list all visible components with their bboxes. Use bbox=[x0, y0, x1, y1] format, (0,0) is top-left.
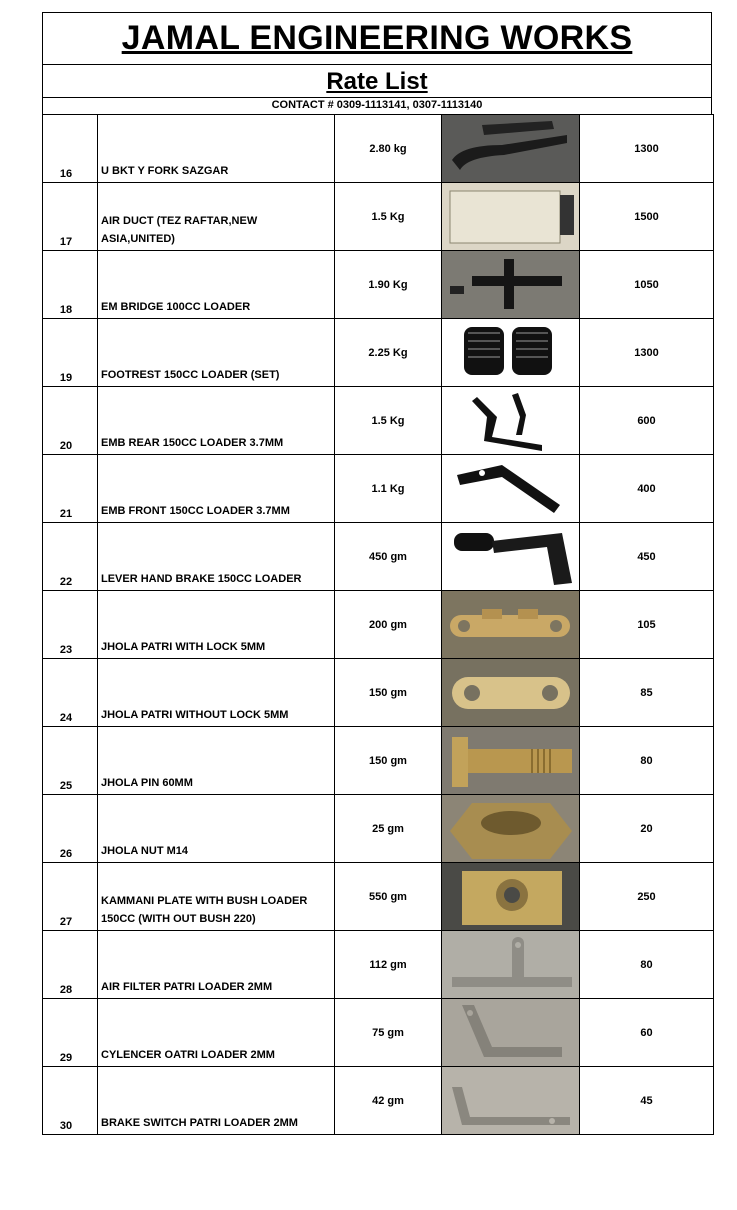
item-weight: 150 gm bbox=[369, 755, 407, 767]
table-row bbox=[43, 863, 714, 931]
item-weight-cell bbox=[335, 455, 442, 523]
item-number: 23 bbox=[59, 644, 73, 656]
item-name: JHOLA PIN 60MM bbox=[101, 777, 193, 789]
item-name: EMB FRONT 150CC LOADER 3.7MM bbox=[101, 505, 290, 517]
item-weight-cell bbox=[335, 523, 442, 591]
item-price: 85 bbox=[640, 687, 653, 699]
item-weight-cell bbox=[335, 115, 442, 183]
item-weight-cell bbox=[335, 183, 442, 251]
item-weight-cell bbox=[335, 319, 442, 387]
item-photo bbox=[442, 931, 579, 998]
item-price-cell bbox=[580, 659, 714, 727]
item-name: U BKT Y FORK SAZGAR bbox=[101, 165, 229, 177]
item-price-cell bbox=[580, 319, 714, 387]
item-weight: 450 gm bbox=[369, 551, 407, 563]
item-name-cell bbox=[98, 727, 335, 795]
item-photo-cell bbox=[442, 795, 580, 863]
item-name: AIR DUCT (TEZ RAFTAR,NEW ASIA,UNITED) bbox=[101, 215, 258, 245]
item-photo bbox=[442, 795, 579, 862]
item-weight-cell bbox=[335, 387, 442, 455]
item-price-cell bbox=[580, 1067, 714, 1135]
item-name: JHOLA NUT M14 bbox=[101, 845, 188, 857]
item-number-cell bbox=[43, 523, 98, 591]
item-photo bbox=[442, 251, 579, 318]
item-number-cell bbox=[43, 319, 98, 387]
item-weight: 1.1 Kg bbox=[371, 483, 405, 495]
item-price-cell bbox=[580, 999, 714, 1067]
item-name: LEVER HAND BRAKE 150CC LOADER bbox=[101, 573, 302, 585]
item-weight: 112 gm bbox=[369, 959, 407, 971]
item-number: 29 bbox=[59, 1052, 73, 1064]
item-photo bbox=[442, 863, 579, 930]
table-row bbox=[43, 523, 714, 591]
item-weight-cell bbox=[335, 863, 442, 931]
item-number-cell bbox=[43, 931, 98, 999]
item-name-cell bbox=[98, 659, 335, 727]
item-price-cell bbox=[580, 183, 714, 251]
item-weight: 42 gm bbox=[372, 1095, 404, 1107]
item-photo bbox=[442, 455, 579, 522]
item-price: 20 bbox=[640, 823, 653, 835]
item-number: 16 bbox=[59, 168, 73, 180]
item-name-cell bbox=[98, 591, 335, 659]
company-title: JAMAL ENGINEERING WORKS bbox=[121, 19, 633, 57]
item-name: BRAKE SWITCH PATRI LOADER 2MM bbox=[101, 1117, 298, 1129]
item-price-cell bbox=[580, 931, 714, 999]
item-name: AIR FILTER PATRI LOADER 2MM bbox=[101, 981, 273, 993]
item-weight: 200 gm bbox=[369, 619, 407, 631]
table-row bbox=[43, 795, 714, 863]
item-photo-cell bbox=[442, 999, 580, 1067]
item-name-cell bbox=[98, 115, 335, 183]
item-weight: 1.5 Kg bbox=[371, 415, 405, 427]
item-name-cell bbox=[98, 931, 335, 999]
item-price: 1050 bbox=[634, 279, 659, 291]
item-price: 1300 bbox=[634, 143, 659, 155]
item-number: 25 bbox=[59, 780, 73, 792]
item-photo-cell bbox=[442, 727, 580, 795]
item-weight: 1.5 Kg bbox=[371, 211, 405, 223]
item-name-cell bbox=[98, 183, 335, 251]
item-number: 20 bbox=[59, 440, 73, 452]
item-photo-cell bbox=[442, 387, 580, 455]
item-photo bbox=[442, 727, 579, 794]
contact-numbers: CONTACT # 0309-1113141, 0307-1113140 bbox=[271, 99, 483, 111]
item-number: 19 bbox=[59, 372, 73, 384]
item-weight: 25 gm bbox=[372, 823, 404, 835]
item-number-cell bbox=[43, 863, 98, 931]
item-number: 21 bbox=[59, 508, 73, 520]
item-photo bbox=[442, 319, 579, 386]
item-price-cell bbox=[580, 523, 714, 591]
item-number-cell bbox=[43, 1067, 98, 1135]
item-number: 27 bbox=[59, 916, 73, 928]
item-name: JHOLA PATRI WITH LOCK 5MM bbox=[101, 641, 266, 653]
item-number-cell bbox=[43, 999, 98, 1067]
item-number-cell bbox=[43, 659, 98, 727]
item-photo bbox=[442, 591, 579, 658]
item-number-cell bbox=[43, 251, 98, 319]
item-price: 80 bbox=[640, 959, 653, 971]
item-weight: 75 gm bbox=[372, 1027, 404, 1039]
item-price: 400 bbox=[637, 483, 656, 495]
item-name-cell bbox=[98, 1067, 335, 1135]
item-price-cell bbox=[580, 455, 714, 523]
item-weight-cell bbox=[335, 591, 442, 659]
item-price-cell bbox=[580, 115, 714, 183]
item-name-cell bbox=[98, 387, 335, 455]
item-price: 1500 bbox=[634, 211, 659, 223]
item-photo bbox=[442, 387, 579, 454]
item-price: 450 bbox=[637, 551, 656, 563]
item-photo-cell bbox=[442, 183, 580, 251]
item-price: 60 bbox=[640, 1027, 653, 1039]
item-photo bbox=[442, 183, 579, 250]
item-number-cell bbox=[43, 455, 98, 523]
item-price-cell bbox=[580, 251, 714, 319]
item-number-cell bbox=[43, 795, 98, 863]
item-number: 24 bbox=[59, 712, 73, 724]
item-weight-cell bbox=[335, 727, 442, 795]
item-name: FOOTREST 150CC LOADER (SET) bbox=[101, 369, 280, 381]
subtitle-row bbox=[42, 64, 712, 97]
item-price: 105 bbox=[637, 619, 656, 631]
item-name-cell bbox=[98, 455, 335, 523]
item-photo-cell bbox=[442, 659, 580, 727]
table-row bbox=[43, 183, 714, 251]
item-price: 1300 bbox=[634, 347, 659, 359]
table-row bbox=[43, 591, 714, 659]
contact-row bbox=[42, 97, 712, 114]
table-row bbox=[43, 727, 714, 795]
item-name-cell bbox=[98, 251, 335, 319]
table-row bbox=[43, 999, 714, 1067]
table-row bbox=[43, 251, 714, 319]
item-photo-cell bbox=[442, 115, 580, 183]
item-number: 22 bbox=[59, 576, 73, 588]
item-name: EMB REAR 150CC LOADER 3.7MM bbox=[101, 437, 284, 449]
item-name-cell bbox=[98, 999, 335, 1067]
table-row bbox=[43, 455, 714, 523]
item-number: 18 bbox=[59, 304, 73, 316]
item-photo-cell bbox=[442, 319, 580, 387]
item-number: 17 bbox=[59, 236, 73, 248]
item-price-cell bbox=[580, 727, 714, 795]
item-number: 26 bbox=[59, 848, 73, 860]
item-weight-cell bbox=[335, 1067, 442, 1135]
item-weight-cell bbox=[335, 659, 442, 727]
item-number-cell bbox=[43, 115, 98, 183]
item-photo-cell bbox=[442, 1067, 580, 1135]
item-photo-cell bbox=[442, 931, 580, 999]
table-row bbox=[43, 115, 714, 183]
table-row bbox=[43, 387, 714, 455]
item-weight: 1.90 Kg bbox=[368, 279, 408, 291]
rate-list-subtitle: Rate List bbox=[326, 68, 428, 95]
item-price: 600 bbox=[637, 415, 656, 427]
item-weight: 150 gm bbox=[369, 687, 407, 699]
item-price: 45 bbox=[640, 1095, 653, 1107]
item-name: CYLENCER OATRI LOADER 2MM bbox=[101, 1049, 275, 1061]
item-photo-cell bbox=[442, 455, 580, 523]
item-name-cell bbox=[98, 319, 335, 387]
item-number-cell bbox=[43, 183, 98, 251]
rate-list-sheet bbox=[42, 12, 712, 1135]
item-photo bbox=[442, 999, 579, 1066]
table-row bbox=[43, 1067, 714, 1135]
item-price-cell bbox=[580, 591, 714, 659]
item-weight-cell bbox=[335, 795, 442, 863]
table-row bbox=[43, 931, 714, 999]
item-price-cell bbox=[580, 387, 714, 455]
item-photo bbox=[442, 115, 579, 182]
item-price: 250 bbox=[637, 891, 656, 903]
item-name: KAMMANI PLATE WITH BUSH LOADER 150CC (WITH OUT BUSH 220) bbox=[101, 895, 308, 925]
title-row bbox=[42, 12, 712, 64]
item-photo bbox=[442, 523, 579, 590]
item-name-cell bbox=[98, 523, 335, 591]
item-weight: 550 gm bbox=[369, 891, 407, 903]
item-number: 30 bbox=[59, 1120, 73, 1132]
table-row bbox=[43, 659, 714, 727]
item-number: 28 bbox=[59, 984, 73, 996]
item-photo bbox=[442, 1067, 579, 1134]
item-name: EM BRIDGE 100CC LOADER bbox=[101, 301, 251, 313]
item-price-cell bbox=[580, 863, 714, 931]
item-weight-cell bbox=[335, 999, 442, 1067]
item-number-cell bbox=[43, 387, 98, 455]
item-price-cell bbox=[580, 795, 714, 863]
item-photo-cell bbox=[442, 523, 580, 591]
item-weight-cell bbox=[335, 931, 442, 999]
item-price: 80 bbox=[640, 755, 653, 767]
item-weight: 2.80 kg bbox=[369, 143, 407, 155]
item-name-cell bbox=[98, 863, 335, 931]
item-weight: 2.25 Kg bbox=[368, 347, 408, 359]
item-photo-cell bbox=[442, 251, 580, 319]
item-photo bbox=[442, 659, 579, 726]
item-number-cell bbox=[43, 591, 98, 659]
item-photo-cell bbox=[442, 591, 580, 659]
item-photo-cell bbox=[442, 863, 580, 931]
item-name: JHOLA PATRI WITHOUT LOCK 5MM bbox=[101, 709, 289, 721]
item-number-cell bbox=[43, 727, 98, 795]
table-row bbox=[43, 319, 714, 387]
rate-table bbox=[42, 114, 714, 1135]
item-weight-cell bbox=[335, 251, 442, 319]
item-name-cell bbox=[98, 795, 335, 863]
